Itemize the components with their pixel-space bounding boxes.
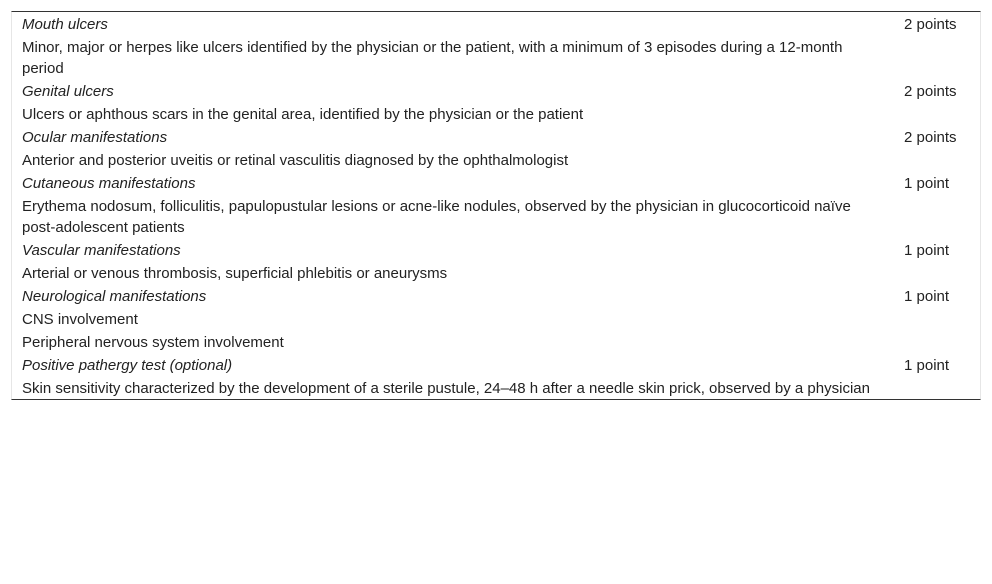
criterion-detail: Minor, major or herpes like ulcers identified by the physician or the patient, with a minimum of 3 episodes during a 12-month period bbox=[22, 39, 843, 77]
criterion-heading: Neurological manifestations bbox=[22, 288, 207, 305]
criterion-heading: Genital ulcers bbox=[22, 83, 114, 100]
criterion-row bbox=[12, 284, 990, 307]
criterion-heading: Vascular manifestations bbox=[22, 242, 181, 259]
criterion-points: 1 point bbox=[904, 288, 950, 305]
criterion-detail: CNS involvement bbox=[22, 311, 138, 328]
criterion-heading: Positive pathergy test (optional) bbox=[22, 357, 233, 374]
criterion-points: 2 points bbox=[904, 83, 957, 100]
criterion-detail: Skin sensitivity characterized by the development of a sterile pustule, 24–48 h after a needle skin prick, observed by a physician bbox=[22, 380, 870, 397]
criterion-detail: Arterial or venous thrombosis, superficial phlebitis or aneurysms bbox=[22, 265, 448, 282]
criterion-points: 1 point bbox=[904, 175, 950, 192]
criteria-body bbox=[12, 12, 990, 399]
criterion-points: 2 points bbox=[904, 16, 957, 33]
criterion-detail-row bbox=[12, 148, 990, 171]
criterion-row bbox=[12, 353, 990, 376]
criterion-row bbox=[12, 238, 990, 261]
criterion-detail-row bbox=[12, 376, 990, 399]
criterion-heading: Cutaneous manifestations bbox=[22, 175, 196, 192]
criterion-detail: Anterior and posterior uveitis or retinal vasculitis diagnosed by the ophthalmologist bbox=[22, 152, 569, 169]
criterion-detail-row bbox=[12, 330, 990, 353]
criterion-row bbox=[12, 125, 990, 148]
criterion-row bbox=[12, 79, 990, 102]
criterion-detail: Ulcers or aphthous scars in the genital area, identified by the physician or the patient bbox=[22, 106, 584, 123]
criterion-points: 1 point bbox=[904, 242, 950, 259]
criteria-table bbox=[11, 11, 981, 400]
criterion-detail-row bbox=[12, 307, 990, 330]
criterion-heading: Ocular manifestations bbox=[22, 129, 168, 146]
criterion-points: 2 points bbox=[904, 129, 957, 146]
criterion-detail-row bbox=[12, 261, 990, 284]
criterion-detail-row bbox=[12, 102, 990, 125]
criterion-detail: Peripheral nervous system involvement bbox=[22, 334, 284, 351]
criterion-detail-row bbox=[12, 35, 990, 79]
criterion-detail: Erythema nodosum, folliculitis, papulopustular lesions or acne-like nodules, observed by the physician in glucocorticoid naïve post-adolescent patients bbox=[22, 198, 851, 236]
criterion-row bbox=[12, 171, 990, 194]
criterion-detail-row bbox=[12, 194, 990, 238]
criterion-heading: Mouth ulcers bbox=[22, 16, 108, 33]
criteria-grid bbox=[12, 12, 990, 399]
criterion-points: 1 point bbox=[904, 357, 950, 374]
criterion-row bbox=[12, 12, 990, 35]
